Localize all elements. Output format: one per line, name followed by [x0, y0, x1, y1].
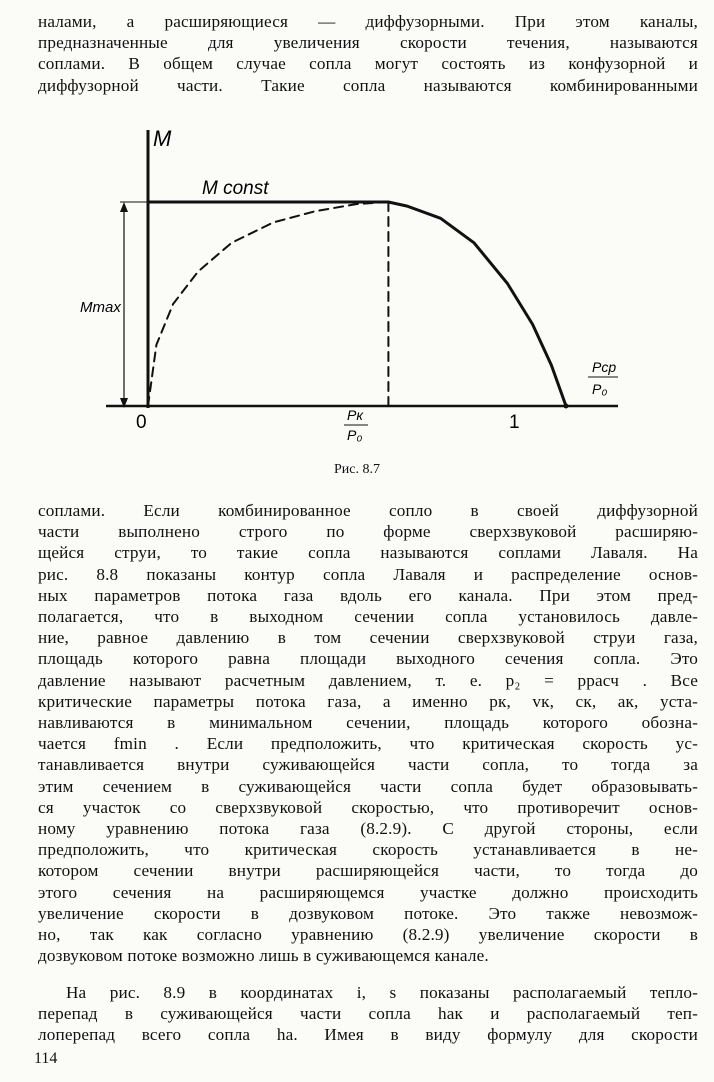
text-line: но, так как согласно уравнению (8.2.9) увеличение скорости в	[38, 925, 698, 945]
text-line: ных параметров потока газа вдоль его канала. При этом пред-	[38, 585, 698, 605]
curve-label: M const	[202, 178, 269, 199]
dashed-curve-1	[148, 202, 388, 406]
text-line: диффузорной части. Такие сопла называются комбинированными	[38, 75, 698, 95]
text-line: чается fmin . Если предположить, что критическая скорость ус-	[38, 734, 698, 754]
text-line: соплами. Если комбинированное сопло в своей диффузорной	[38, 501, 698, 520]
text-line: котором сечении внутри расширяющейся части, то тогда до	[38, 861, 698, 881]
page-number: 114	[34, 1050, 58, 1067]
mmax-label: Mmax	[80, 299, 121, 316]
text-line: соплами. В общем случае сопла могут состоять из конфузорной и	[38, 54, 698, 74]
text-line: этим сечением в суживающейся части сопла будет образовывать-	[38, 776, 698, 796]
text-line: увеличение скорости в дозвуковом потоке. Это также невозмож-	[38, 903, 698, 923]
pk-denominator: P₀	[347, 427, 363, 443]
figure-8-7	[80, 116, 636, 458]
text-line: ному уравнению потока газа (8.2.9). С другой стороны, если	[38, 819, 698, 839]
tail-paragraph	[38, 982, 698, 1046]
x-numerator: Pср	[592, 359, 617, 375]
pk-numerator: Pк	[347, 407, 363, 423]
figure-caption: Рис. 8.7	[334, 462, 380, 477]
body-paragraph	[38, 500, 698, 966]
text-line: танавливается внутри суживающейся части сопла, то тогда за	[38, 755, 698, 775]
mmax-arrow-top	[120, 202, 128, 212]
text-line: перепад в суживающейся части сопла hак и располагаемый теп-	[38, 1004, 698, 1024]
solid-curve-0	[148, 202, 566, 406]
text-line: На рис. 8.9 в координатах i, s показаны располагаемый тепло-	[66, 983, 698, 1002]
text-line: ся участок со сверхзвуковой скоростью, что противоречит основ-	[38, 797, 698, 817]
origin-label: 0	[136, 412, 147, 433]
text-line: этого сечения на расширяющемся участке должно происходить	[38, 882, 698, 902]
one-label: 1	[509, 412, 520, 433]
text-line: рис. 8.8 показаны контур сопла Лаваля и распределение основ-	[38, 564, 698, 584]
text-line: ние, равное давлению в том сечении сверхзвуковой струи газа,	[38, 628, 698, 648]
text-line: давление называют расчетным давлением, т. е. p₂ = pрасч . Все	[38, 670, 698, 690]
text-line: площадь которого равна площади выходного сечения сопла. Это	[38, 649, 698, 669]
text-line: навливаются в минимальном сечении, площадь которого обозна-	[38, 713, 698, 733]
text-line: полагается, что в выходном сечении сопла установилось давле-	[38, 607, 698, 627]
text-line: дозвуковом потоке возможно лишь в суживающемся канале.	[38, 946, 489, 966]
top-paragraph	[38, 11, 698, 96]
y-axis-label: M	[153, 126, 172, 151]
text-line: части выполнено строго по форме сверхзвуковой расширяю-	[38, 522, 698, 542]
text-line: критические параметры потока газа, а именно pк, vк, cк, aк, уста-	[38, 691, 698, 711]
x-denominator: P₀	[592, 381, 608, 397]
text-line: лоперепад всего сопла hа. Имея в виду формулу для скорости	[38, 1025, 698, 1045]
text-line: щейся струи, то такие сопла называются соплами Лаваля. На	[38, 543, 698, 563]
text-line: налами, а расширяющиеся — диффузорными. При этом каналы,	[38, 12, 698, 31]
text-line: предположить, что критическая скорость устанавливается в не-	[38, 840, 698, 860]
curves-group	[148, 202, 566, 406]
text-line: предназначенные для увеличения скорости течения, называются	[38, 33, 698, 53]
